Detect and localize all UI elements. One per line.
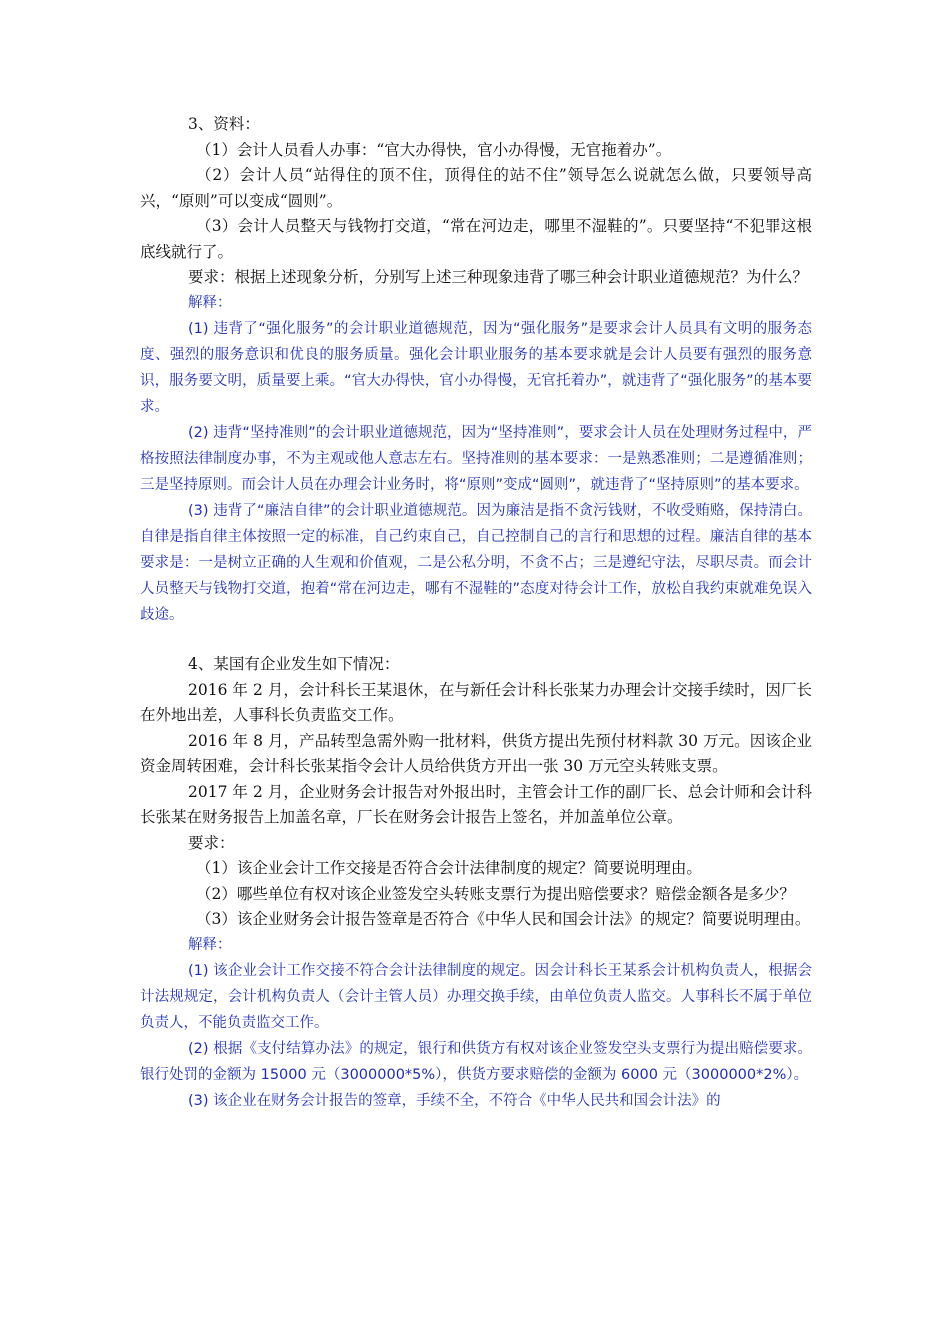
- q4-explanation-1: (1) 该企业会计工作交接不符合会计法律制度的规定。因会计科长王某系会计机构负责人，根据会计法规规定，会计机构负责人（会计主管人员）办理交换手续，由单位负责人监交。人事科长不属于单位负责人，不能负责监交工作。: [140, 963, 812, 1031]
- section-gap: [140, 628, 812, 652]
- q4-paragraph-1: 2016 年 2 月，会计科长王某退休，在与新任会计科长张某力办理会计交接手续时，因厂长在外地出差，人事科长负责监交工作。: [140, 680, 812, 724]
- q4-requirement-2: （2）哪些单位有权对该企业签发空头转账支票行为提出赔偿要求？赔偿金额各是多少？: [196, 884, 795, 903]
- q4-explain-label: 解释：: [188, 936, 232, 953]
- q4-paragraph-3: 2017 年 2 月，企业财务会计报告对外报出时，主管会计工作的副厂长、总会计师和会计科长张某在财务报告上加盖名章，厂长在财务会计报告上签名，并加盖单位公章。: [140, 782, 812, 826]
- q3-explanation-2: (2) 违背“坚持准则”的会计职业道德规范，因为“坚持准则”，要求会计人员在处理财务过程中，严格按照法律制度办事，不为主观或他人意志左右。坚持准则的基本要求：一是熟悉准则；二是遵循准则；三是坚持原则。而会计人员在办理会计业务时，将“原则”变成“圆则”，就违背了“坚持原则”的基本要求。: [140, 425, 812, 493]
- q4-paragraph-2: 2016 年 8 月，产品转型急需外购一批材料，供货方提出先预付材料款 30 万元。因该企业资金周转困难，会计科长张某指令会计人员给供货方开出一张 30 万元空头转账支票。: [140, 731, 812, 775]
- q3-explanation-1: (1) 违背了“强化服务”的会计职业道德规范，因为“强化服务”是要求会计人员具有文明的服务态度、强烈的服务意识和优良的服务质量。强化会计职业服务的基本要求就是会计人员要有强烈的服务意识，服务要文明，质量要上乘。“官大办得快，官小办得慢，无官托着办”，就违背了“强化服务”的基本要求。: [140, 321, 812, 415]
- q4-title: 4、某国有企业发生如下情况：: [188, 655, 400, 673]
- q3-explanation-3: (3) 违背了“廉洁自律”的会计职业道德规范。因为廉洁是指不贪污钱财，不收受贿赂，保持清白。自律是指自律主体按照一定的标准，自己约束自己，自己控制自己的言行和思想的过程。廉洁自律的基本要求是：一是树立正确的人生观和价值观，二是公私分明，不贪不占；三是遵纪守法，尽职尽责。而会计人员整天与钱物打交道，抱着“常在河边走，哪有不湿鞋的”态度对待会计工作，放松自我约束就难免误入歧途。: [140, 503, 812, 623]
- q4-explanation-3: (3) 该企业在财务会计报告的签章，手续不全，不符合《中华人民共和国会计法》的: [188, 1093, 721, 1109]
- q3-item-1: （1）会计人员看人办事：“官大办得快，官小办得慢，无官拖着办”。: [196, 140, 672, 159]
- q3-title: 3、资料：: [188, 115, 260, 133]
- q3-explain-label: 解释：: [188, 294, 232, 311]
- q4-requirement-3: （3）该企业财务会计报告签章是否符合《中华人民和国会计法》的规定？简要说明理由。: [196, 910, 811, 928]
- q3-requirement: 要求：根据上述现象分析，分别写上述三种现象违背了哪三种会计职业道德规范？为什么？: [188, 268, 809, 286]
- q3-item-2: （2）会计人员“站得住的顶不住，顶得住的站不住”领导怎么说就怎么做，只要领导高兴，“原则”可以变成“圆则”。: [140, 166, 812, 210]
- q4-explanation-2: (2) 根据《支付结算办法》的规定，银行和供货方有权对该企业签发空头支票行为提出赔偿要求。银行处罚的金额为 15000 元（3000000*5%），供货方要求赔偿的金额为 6000 元（3000000*2%）。: [140, 1041, 812, 1083]
- q4-requirement-1: （1）该企业会计工作交接是否符合会计法律制度的规定？简要说明理由。: [196, 859, 702, 877]
- q4-requirement-label: 要求：: [188, 833, 235, 852]
- document-page: [140, 112, 812, 1114]
- q3-item-3: （3）会计人员整天与钱物打交道，“常在河边走，哪里不湿鞋的”。只要坚持“不犯罪这根底线就行了。: [140, 217, 812, 261]
